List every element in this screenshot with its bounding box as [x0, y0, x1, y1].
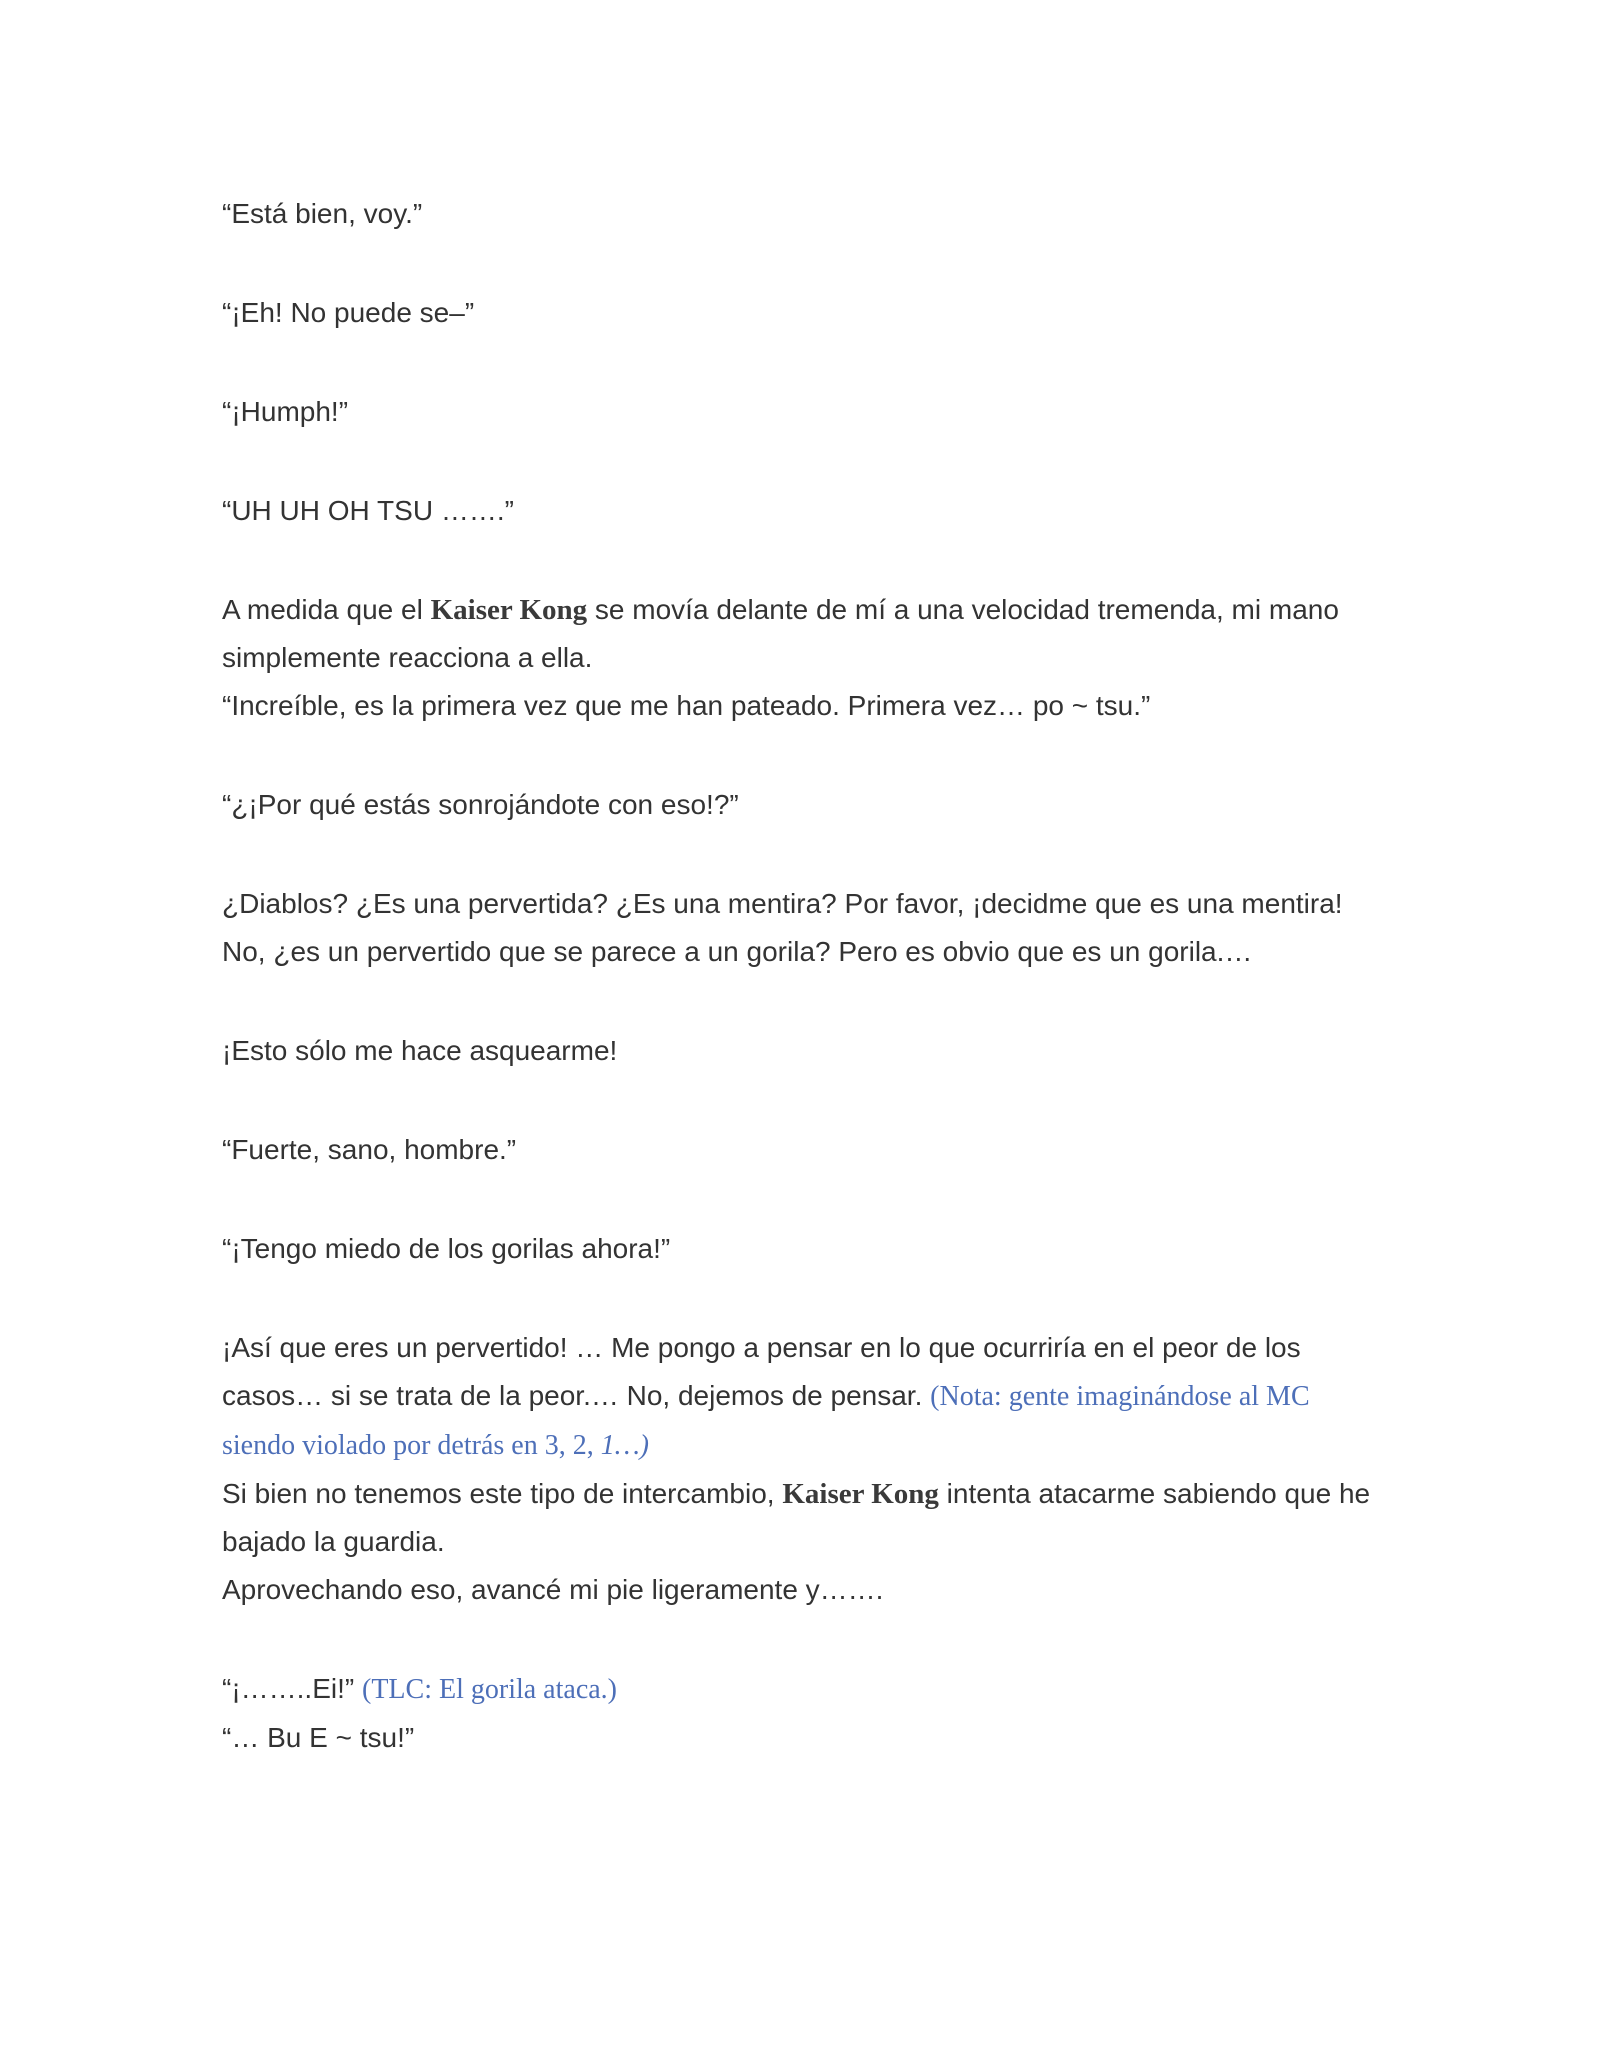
- narrative-paragraph: [222, 880, 1372, 976]
- text: Aprovechando eso, avancé mi pie ligeramente y…….: [222, 1574, 884, 1605]
- text: “Increíble, es la primera vez que me han pateado. Primera vez… po ~ tsu.”: [222, 690, 1151, 721]
- text: “¡……..Ei!”: [222, 1673, 362, 1704]
- narrative-line: [222, 1566, 1372, 1614]
- narrative-paragraph: [222, 1324, 1372, 1470]
- text: “¡Tengo miedo de los gorilas ahora!”: [222, 1233, 671, 1264]
- text: “¡Eh! No puede se–”: [222, 297, 475, 328]
- text: “Fuerte, sano, hombre.”: [222, 1134, 517, 1165]
- dialogue-line: [222, 1126, 1372, 1174]
- dialogue-line: [222, 1225, 1372, 1273]
- dialogue-line: [222, 1714, 1372, 1762]
- narrative-line: [222, 1027, 1372, 1075]
- text: “¿¡Por qué estás sonrojándote con eso!?”: [222, 789, 739, 820]
- note-text-end: 1…): [600, 1430, 649, 1461]
- document-page: [222, 190, 1372, 1813]
- text: ¿Diablos? ¿Es una pervertida? ¿Es una mentira? Por favor, ¡decidme que es una mentira! No, ¿es un pervertido que se parece a un gorila? Pero es obvio que es un gorila.…: [222, 888, 1343, 967]
- translator-note: (TLC: El gorila ataca.): [362, 1674, 617, 1705]
- dialogue-line: [222, 487, 1372, 535]
- text: “UH UH OH TSU …….”: [222, 495, 514, 526]
- text: “Está bien, voy.”: [222, 198, 423, 229]
- text: se movía delante de mí a una velocidad tremenda, mi mano simplemente reacciona a ella.: [222, 594, 1339, 673]
- dialogue-line: [222, 781, 1372, 829]
- text: “… Bu E ~ tsu!”: [222, 1722, 415, 1753]
- character-name: Kaiser Kong: [782, 1478, 939, 1510]
- narrative-paragraph: [222, 1470, 1372, 1566]
- text: ¡Esto sólo me hace asquearme!: [222, 1035, 618, 1066]
- narrative-paragraph: [222, 586, 1372, 682]
- dialogue-line: [222, 388, 1372, 436]
- dialogue-line: [222, 289, 1372, 337]
- dialogue-line: [222, 682, 1372, 730]
- text: Si bien no tenemos este tipo de intercambio,: [222, 1478, 783, 1509]
- dialogue-line: [222, 1665, 1372, 1714]
- text: “¡Humph!”: [222, 396, 349, 427]
- character-name: Kaiser Kong: [430, 594, 588, 626]
- note-text: (Nota: gente imaginándose al MC siendo violado por detrás en 3, 2,: [222, 1381, 1310, 1461]
- text: intenta atacarme sabiendo que he bajado la guardia.: [222, 1478, 1371, 1557]
- text: A medida que el: [222, 594, 431, 625]
- dialogue-line: [222, 190, 1372, 238]
- text: ¡Así que eres un pervertido! … Me pongo a pensar en lo que ocurriría en el peor de los casos… si se trata de la peor.… No, dejemos de pensar.: [222, 1332, 1301, 1411]
